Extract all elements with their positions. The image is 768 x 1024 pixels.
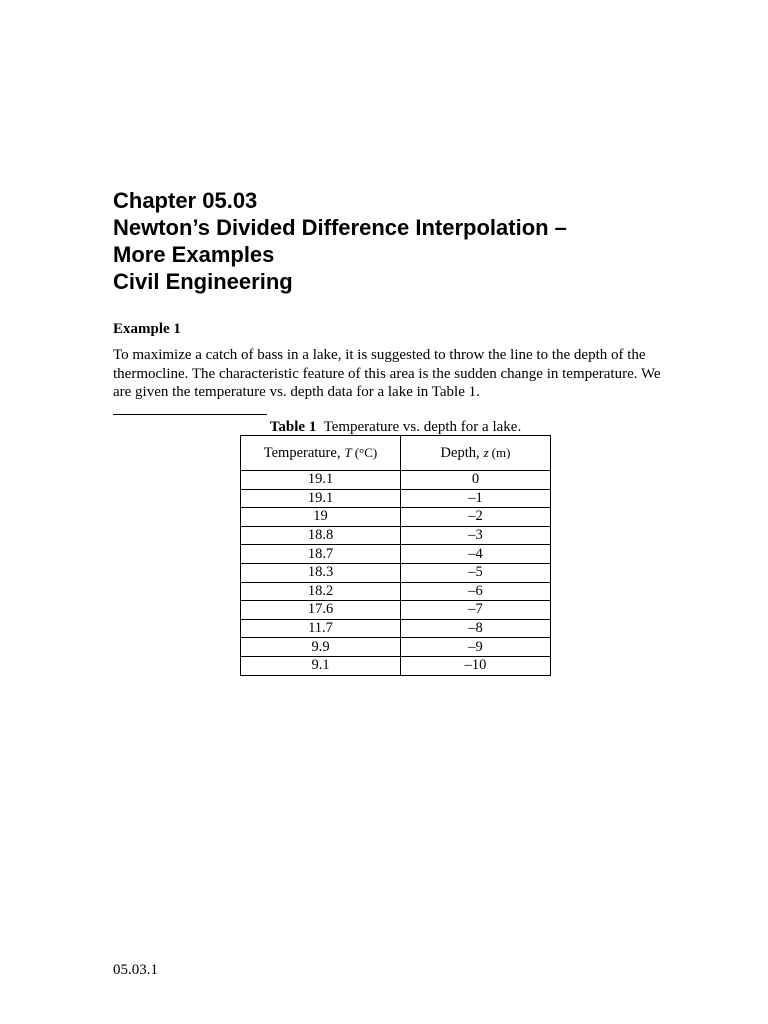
depth-cell: –1 [401, 489, 551, 508]
temperature-cell: 18.2 [241, 582, 401, 601]
depth-cell: –6 [401, 582, 551, 601]
depth-cell: –4 [401, 545, 551, 564]
header-temperature-label: Temperature, [263, 444, 341, 461]
table-row [241, 526, 551, 545]
depth-cell: 0 [401, 471, 551, 490]
header-temperature-variable: T [344, 444, 352, 460]
depth-cell: –8 [401, 619, 551, 638]
temperature-cell: 18.8 [241, 526, 401, 545]
table-row [241, 508, 551, 527]
temperature-cell: 18.7 [241, 545, 401, 564]
table-row [241, 638, 551, 657]
temperature-cell: 19.1 [241, 471, 401, 490]
header-depth-unit: (m) [491, 444, 511, 460]
temperature-cell: 18.3 [241, 563, 401, 582]
table-header-row [241, 436, 551, 471]
chapter-subtitle: More Examples [113, 242, 275, 267]
table-row [241, 471, 551, 490]
table-row [241, 489, 551, 508]
depth-cell: –2 [401, 508, 551, 527]
table-row [241, 656, 551, 675]
depth-cell: –9 [401, 638, 551, 657]
header-depth [401, 436, 551, 471]
temperature-cell: 17.6 [241, 601, 401, 620]
temperature-cell: 9.9 [241, 638, 401, 657]
example-paragraph: To maximize a catch of bass in a lake, it is suggested to throw the line to the depth of the thermocline. The characteristic feature of this area is the sudden change in temperature. We are given the temperature vs. depth data for a lake in Table 1. [113, 347, 661, 400]
chapter-heading [113, 187, 713, 295]
table-caption-text: Temperature vs. depth for a lake. [323, 419, 522, 435]
depth-cell: –3 [401, 526, 551, 545]
header-depth-variable: z [483, 444, 489, 460]
table-row [241, 545, 551, 564]
temperature-depth-table [240, 435, 551, 676]
table-row [241, 619, 551, 638]
table-row [241, 563, 551, 582]
page-number: 05.03.1 [113, 962, 158, 978]
header-temperature-unit: (°C) [354, 444, 378, 460]
temperature-cell: 19.1 [241, 489, 401, 508]
temperature-cell: 11.7 [241, 619, 401, 638]
depth-cell: –7 [401, 601, 551, 620]
example-title: Example 1 [113, 321, 181, 337]
temperature-cell: 19 [241, 508, 401, 527]
table-caption-label: Table 1 [269, 419, 317, 435]
table-caption [240, 418, 551, 436]
chapter-number: Chapter 05.03 [113, 188, 258, 213]
table-row [241, 582, 551, 601]
chapter-title: Newton’s Divided Difference Interpolation – [113, 215, 567, 240]
temperature-cell: 9.1 [241, 656, 401, 675]
chapter-discipline: Civil Engineering [113, 269, 293, 294]
divider-line [113, 414, 267, 415]
header-depth-label: Depth, [440, 444, 480, 461]
header-temperature [241, 436, 401, 471]
table-row [241, 601, 551, 620]
depth-cell: –5 [401, 563, 551, 582]
depth-cell: –10 [401, 656, 551, 675]
